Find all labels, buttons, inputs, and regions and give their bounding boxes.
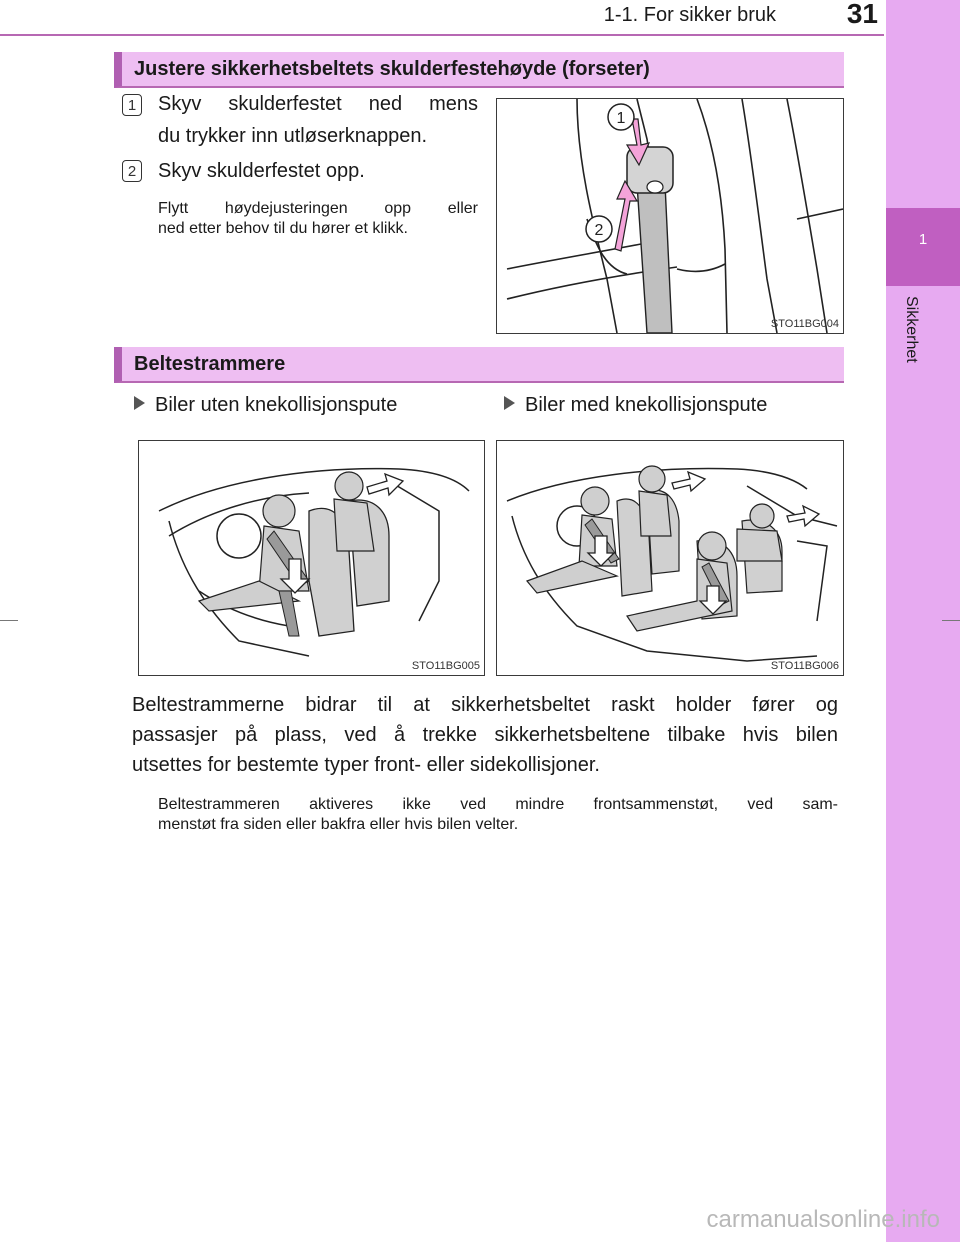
step-1-text — [158, 88, 478, 152]
page-number: 31 — [846, 0, 878, 29]
section-heading-shoulder-anchor — [114, 52, 844, 88]
step-badge-2: 2 — [122, 160, 142, 182]
figure-car-with-knee-airbag — [496, 440, 844, 676]
figure-car-without-knee-airbag — [138, 440, 485, 676]
figure-code: STO11BG006 — [770, 660, 839, 672]
chapter-sidebar — [886, 0, 960, 1242]
step-badge-1: 1 — [122, 94, 142, 116]
note-line-1: Beltestrammeren aktiveres ikke ved mindre frontsammenstøt, ved sam- — [158, 796, 838, 813]
bullet-label: Biler uten knekollisjonspute — [155, 394, 398, 416]
pretensioner-description — [132, 690, 838, 780]
figure-shoulder-anchor — [496, 98, 844, 334]
triangle-bullet-icon — [504, 396, 515, 410]
step-1-line-2: du trykker inn utløserknappen. — [158, 125, 428, 147]
step-note-line-2: ned etter behov til du hører et klikk. — [158, 220, 408, 237]
triangle-bullet-icon — [134, 396, 145, 410]
chapter-tab-number: 1 — [886, 208, 960, 286]
watermark: carmanualsonline.info — [706, 1206, 940, 1233]
pretensioner-note — [158, 795, 838, 835]
callout-2-label: 2 — [594, 222, 604, 239]
bullet-with-knee-airbag — [504, 394, 767, 417]
section-heading-text: Beltestrammere — [134, 353, 286, 375]
crop-mark-left — [0, 620, 18, 621]
running-header-title: 1-1. For sikker bruk — [603, 4, 776, 26]
bullet-without-knee-airbag — [134, 394, 397, 417]
callout-1-label: 1 — [616, 110, 626, 127]
body-line-1: Beltestrammerne bidrar til at sikkerhetsbeltet raskt holder fører og — [132, 694, 838, 716]
car-interior-illustration-left — [139, 441, 484, 675]
step-note-line-1: Flytt høydejusteringen opp eller — [158, 200, 478, 217]
header-rule — [0, 34, 884, 36]
bullet-label: Biler med knekollisjonspute — [525, 394, 768, 416]
body-line-2: passasjer på plass, ved å trekke sikkerhetsbeltene tilbake hvis bilen — [132, 724, 838, 746]
step-note — [158, 199, 478, 239]
figure-code: STO11BG005 — [411, 660, 480, 672]
car-interior-illustration-right — [497, 441, 843, 675]
section-heading-pretensioners — [114, 347, 844, 383]
note-line-2: menstøt fra siden eller bakfra eller hvis bilen velter. — [158, 816, 519, 833]
crop-mark-right — [942, 620, 960, 621]
step-1-line-1: Skyv skulderfestet ned mens — [158, 93, 478, 115]
body-line-3: utsettes for bestemte typer front- eller sidekollisjoner. — [132, 754, 600, 776]
chapter-tab-label: Sikkerhet — [903, 296, 920, 363]
figure-code: STO11BG004 — [770, 318, 839, 330]
shoulder-anchor-illustration — [497, 99, 843, 333]
section-heading-text: Justere sikkerhetsbeltets skulderfestehøyde (forseter) — [134, 58, 650, 80]
step-2-text: Skyv skulderfestet opp. — [158, 160, 365, 182]
